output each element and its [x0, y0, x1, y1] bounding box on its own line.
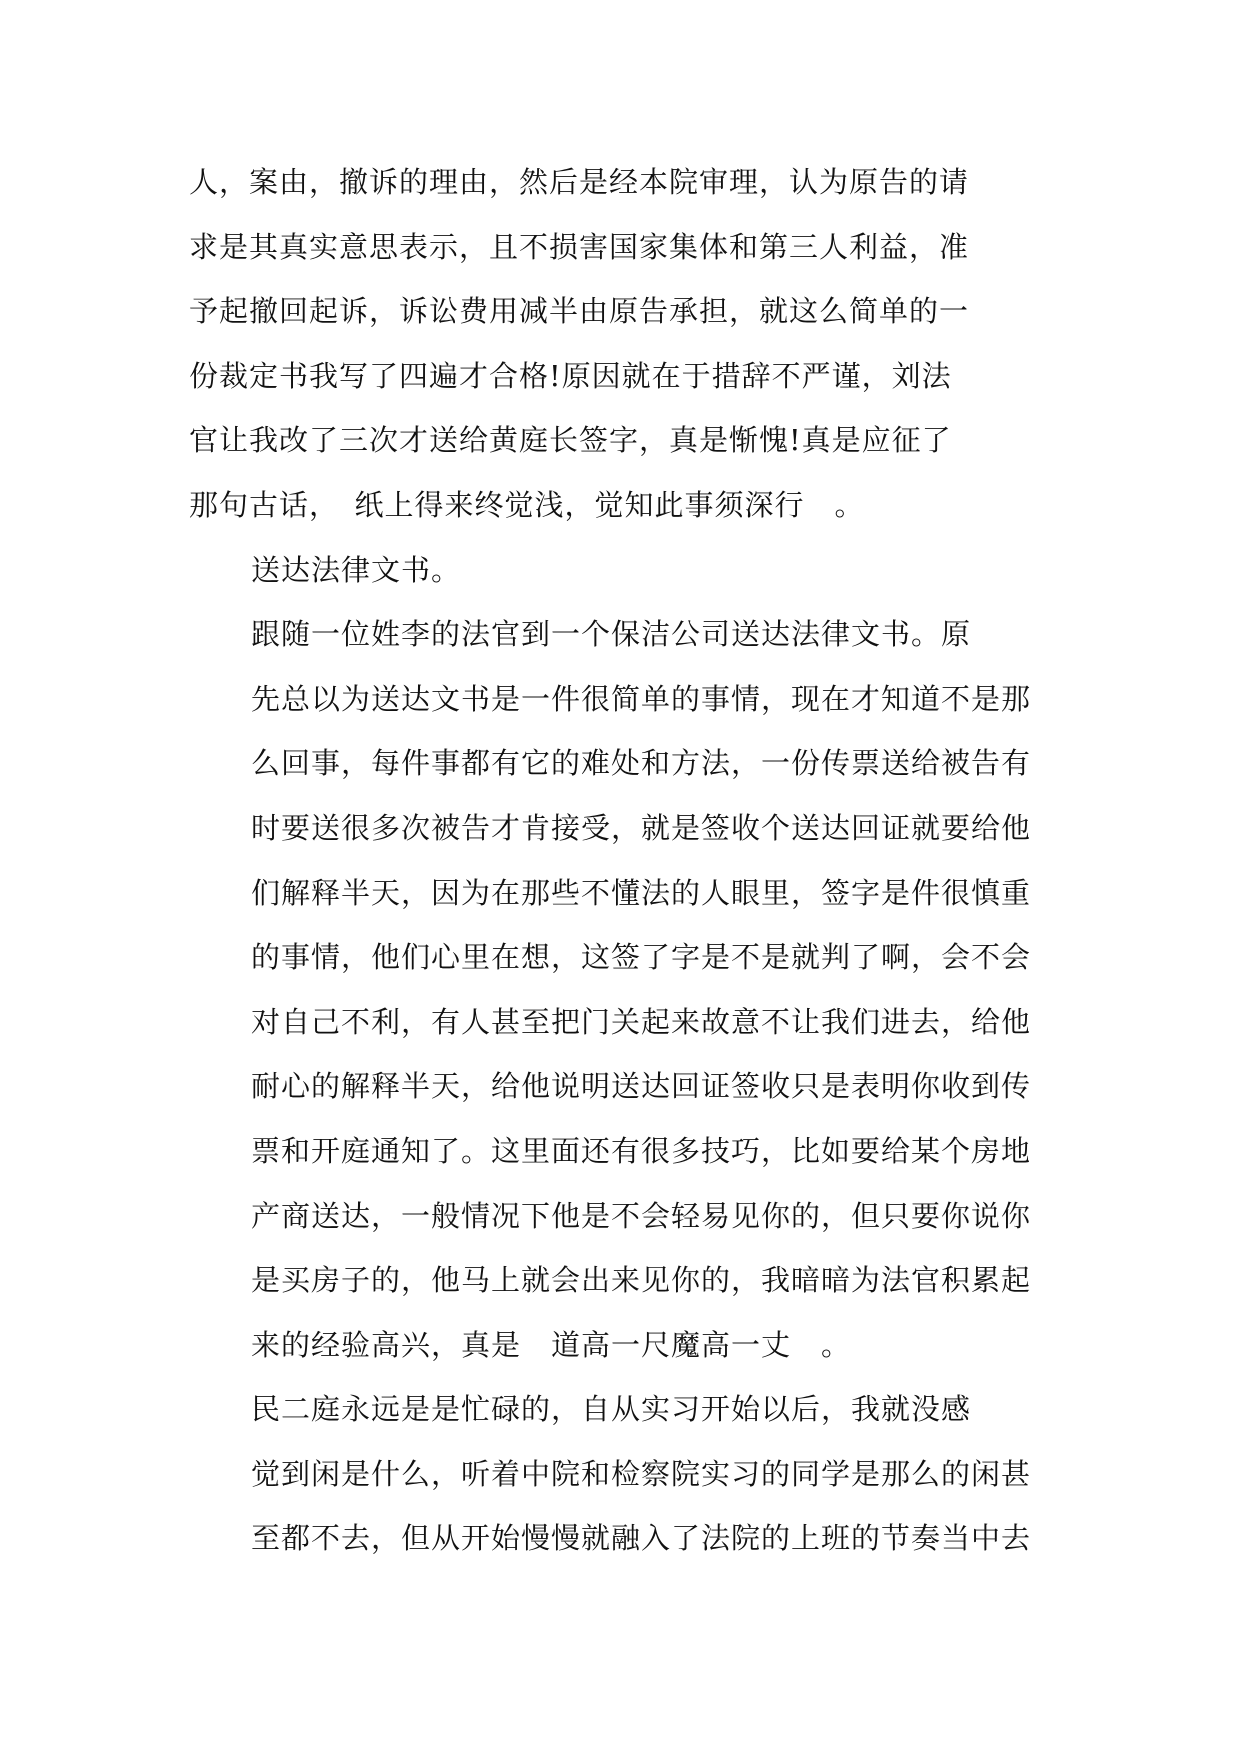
text-line: 耐心的解释半天，给他说明送达回证签收只是表明你收到传 [251, 1069, 1032, 1104]
text-line: 是买房子的，他马上就会出来见你的，我暗暗为法官积累起 [251, 1263, 1032, 1298]
text-line: 官让我改了三次才送给黄庭长签字，真是惭愧!真是应征了 [189, 423, 952, 458]
text-line: 民二庭永远是是忙碌的，自从实习开始以后，我就没感 [251, 1392, 972, 1427]
text-line: 人，案由，撤诉的理由，然后是经本院审理，认为原告的请 [189, 165, 970, 199]
paragraph-ruling-revision [189, 150, 1059, 538]
document-body [189, 150, 1059, 1571]
text-line: 份裁定书我写了四遍才合格!原因就在于措辞不严谨，刘法 [189, 358, 952, 393]
section-heading-serve-documents [189, 538, 1059, 603]
text-line: 对自己不利，有人甚至把门关起来故意不让我们进去，给他 [251, 1004, 1032, 1039]
text-line: 票和开庭通知了。这里面还有很多技巧，比如要给某个房地 [251, 1133, 1032, 1168]
text-line: 求是其真实意思表示，且不损害国家集体和第三人利益，准 [189, 229, 970, 264]
text-line: 觉到闲是什么，听着中院和检察院实习的同学是那么的闲甚 [251, 1456, 1032, 1491]
text-line: 时要送很多次被告才肯接受，就是签收个送达回证就要给他 [251, 810, 1032, 845]
text-line: 送达法律文书。 [251, 552, 462, 587]
text-line: 先总以为送达文书是一件很简单的事情，现在才知道不是那 [251, 681, 1032, 716]
text-line: 产商送达，一般情况下他是不会轻易见你的，但只要你说你 [251, 1198, 1032, 1233]
text-line: 们解释半天，因为在那些不懂法的人眼里，签字是件很慎重 [251, 875, 1032, 910]
text-line: 来的经验高兴，真是 道高一尺魔高一丈 。 [251, 1327, 852, 1362]
text-line: 跟随一位姓李的法官到一个保洁公司送达法律文书。原 [251, 617, 972, 652]
text-line: 的事情，他们心里在想，这签了字是不是就判了啊，会不会 [251, 940, 1032, 975]
text-line: 至都不去，但从开始慢慢就融入了法院的上班的节奏当中去 [251, 1521, 1032, 1556]
text-line: 予起撤回起诉，诉讼费用减半由原告承担，就这么简单的一 [189, 294, 970, 329]
paragraph-serving-experience [189, 602, 1059, 1377]
paragraph-busy-court [189, 1377, 1059, 1571]
text-line: 那句古话， 纸上得来终觉浅，觉知此事须深行 。 [189, 487, 865, 522]
text-line: 么回事，每件事都有它的难处和方法，一份传票送给被告有 [251, 746, 1032, 781]
